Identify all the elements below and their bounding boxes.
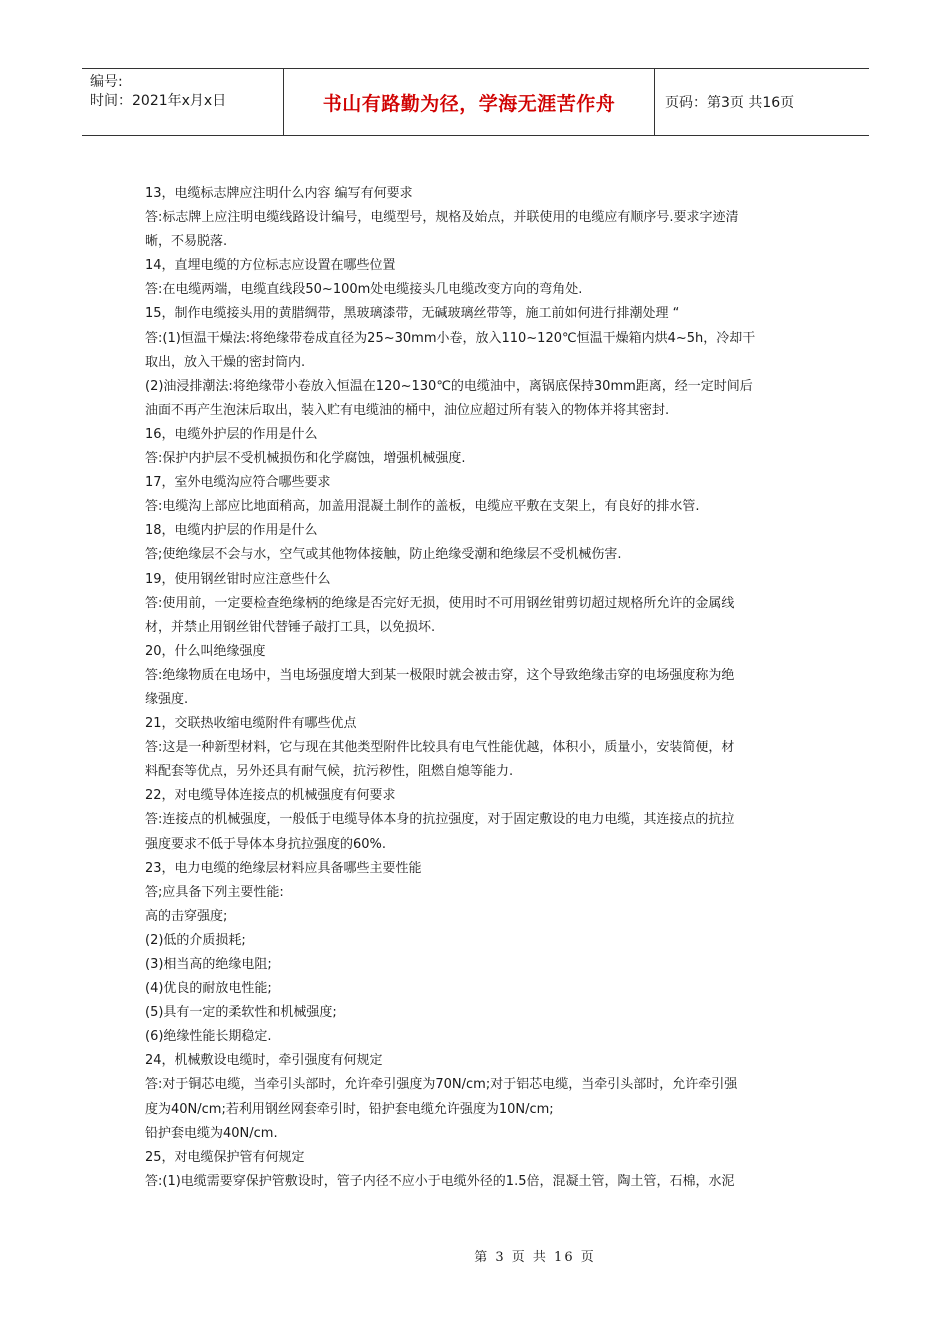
text-line: 15，制作电缆接头用的黄腊绸带，黑玻璃漆带，无碱玻璃丝带等，施工前如何进行排潮处理 “	[145, 306, 680, 322]
text-line: (2)低的介质损耗;	[145, 932, 246, 948]
text-line: 21，交联热收缩电缆附件有哪些优点	[145, 716, 357, 732]
text-line: 答;使绝缘层不会与水，空气或其他物体接触，防止绝缘受潮和绝缘层不受机械伤害.	[145, 547, 622, 563]
text-line: 答;应具备下列主要性能:	[145, 884, 284, 900]
text-line: 缘强度.	[145, 691, 189, 707]
text-line: (4)优良的耐放电性能;	[145, 981, 272, 997]
header-motto: 书山有路勤为径，学海无涯苦作舟	[322, 92, 616, 115]
text-line: 答:电缆沟上部应比地面稍高，加盖用混凝土制作的盖板，电缆应平敷在支架上，有良好的排水管.	[145, 499, 700, 515]
text-line: 答:这是一种新型材料，它与现在其他类型附件比较具有电气性能优越，体积小，质量小，安装简便，材	[145, 740, 735, 756]
text-line: (5)具有一定的柔软性和机械强度;	[145, 1005, 337, 1021]
header-page-cell	[655, 69, 869, 135]
text-line: 铅护套电缆为40N/cm.	[145, 1125, 278, 1141]
footer-page-number: 第 3 页 共 16 页	[474, 1250, 596, 1265]
text-line: 取出，放入干燥的密封筒内.	[145, 354, 306, 370]
header-page-info: 页码：第3页 共16页	[665, 95, 795, 111]
text-line: 晰，不易脱落.	[145, 234, 228, 250]
text-line: 答:使用前，一定要检查绝缘柄的绝缘是否完好无损，使用时不可用钢丝钳剪切超过规格所允许的金属线	[145, 595, 735, 611]
text-line: 材，并禁止用钢丝钳代替锤子敲打工具，以免损坏.	[145, 619, 436, 635]
document-header	[82, 68, 869, 136]
text-line: 13，电缆标志牌应注明什么内容 编写有何要求	[145, 186, 413, 201]
text-line: (3)相当高的绝缘电阻;	[145, 957, 272, 972]
text-line: 答:绝缘物质在电场中，当电场强度增大到某一极限时就会被击穿，这个导致绝缘击穿的电场强度称为绝	[145, 667, 735, 683]
text-line: 度为40N/cm;若利用钢丝网套牵引时，铅护套电缆允许强度为10N/cm;	[145, 1101, 554, 1117]
text-line: 25，对电缆保护管有何规定	[145, 1149, 305, 1165]
text-line: 24，机械敷设电缆时，牵引强度有何规定	[145, 1053, 383, 1069]
text-line: 答:保护内护层不受机械损伤和化学腐蚀，增强机械强度.	[145, 451, 466, 467]
text-line: 答:对于铜芯电缆，当牵引头部时，允许牵引强度为70N/cm;对于铝芯电缆，当牵引头部时，允许牵引强	[145, 1077, 738, 1093]
text-line: 油面不再产生泡沫后取出，装入贮有电缆油的桶中，油位应超过所有装入的物体并将其密封.	[145, 402, 670, 418]
code-label: 编号:	[90, 74, 123, 90]
text-line: 18，电缆内护层的作用是什么	[145, 523, 318, 539]
page-footer	[0, 1246, 950, 1265]
text-line: 答:(1)电缆需要穿保护管敷设时，管子内径不应小于电缆外径的1.5倍，混凝土管，陶土管，石棉，水泥	[145, 1173, 735, 1189]
date-label: 时间：2021年x月x日	[90, 93, 227, 109]
text-line: 14，直埋电缆的方位标志应设置在哪些位置	[145, 258, 396, 274]
text-line: (2)油浸排潮法:将绝缘带小卷放入恒温在120~130℃的电缆油中，离锅底保持30mm距离，经一定时间后	[145, 378, 753, 394]
text-line: 23，电力电缆的绝缘层材料应具备哪些主要性能	[145, 860, 422, 876]
text-line: 17，室外电缆沟应符合哪些要求	[145, 475, 331, 491]
header-meta-cell	[82, 69, 284, 135]
text-line: 强度要求不低于导体本身抗拉强度的60%.	[145, 836, 387, 852]
text-line: 料配套等优点，另外还具有耐气候，抗污秽性，阻燃自熄等能力.	[145, 764, 514, 780]
text-line: 答:连接点的机械强度，一般低于电缆导体本身的抗拉强度，对于固定敷设的电力电缆，其连接点的抗拉	[145, 812, 735, 828]
text-line: 答:(1)恒温干燥法:将绝缘带卷成直径为25~30mm小卷，放入110~120℃恒温干燥箱内烘4~5h，冷却干	[145, 330, 756, 346]
text-line: 19，使用钢丝钳时应注意些什么	[145, 571, 331, 587]
text-line: 答:标志牌上应注明电缆线路设计编号，电缆型号，规格及始点，并联使用的电缆应有顺序号.要求字迹清	[145, 210, 739, 226]
text-line: 20，什么叫绝缘强度	[145, 643, 266, 659]
header-motto-cell	[284, 69, 655, 135]
text-line: 答:在电缆两端，电缆直线段50~100m处电缆接头几电缆改变方向的弯角处.	[145, 282, 583, 298]
text-line: (6)绝缘性能长期稳定.	[145, 1029, 272, 1045]
text-line: 16，电缆外护层的作用是什么	[145, 426, 318, 442]
document-body	[145, 182, 805, 1194]
text-line: 22，对电缆导体连接点的机械强度有何要求	[145, 788, 396, 804]
text-line: 高的击穿强度;	[145, 908, 228, 924]
